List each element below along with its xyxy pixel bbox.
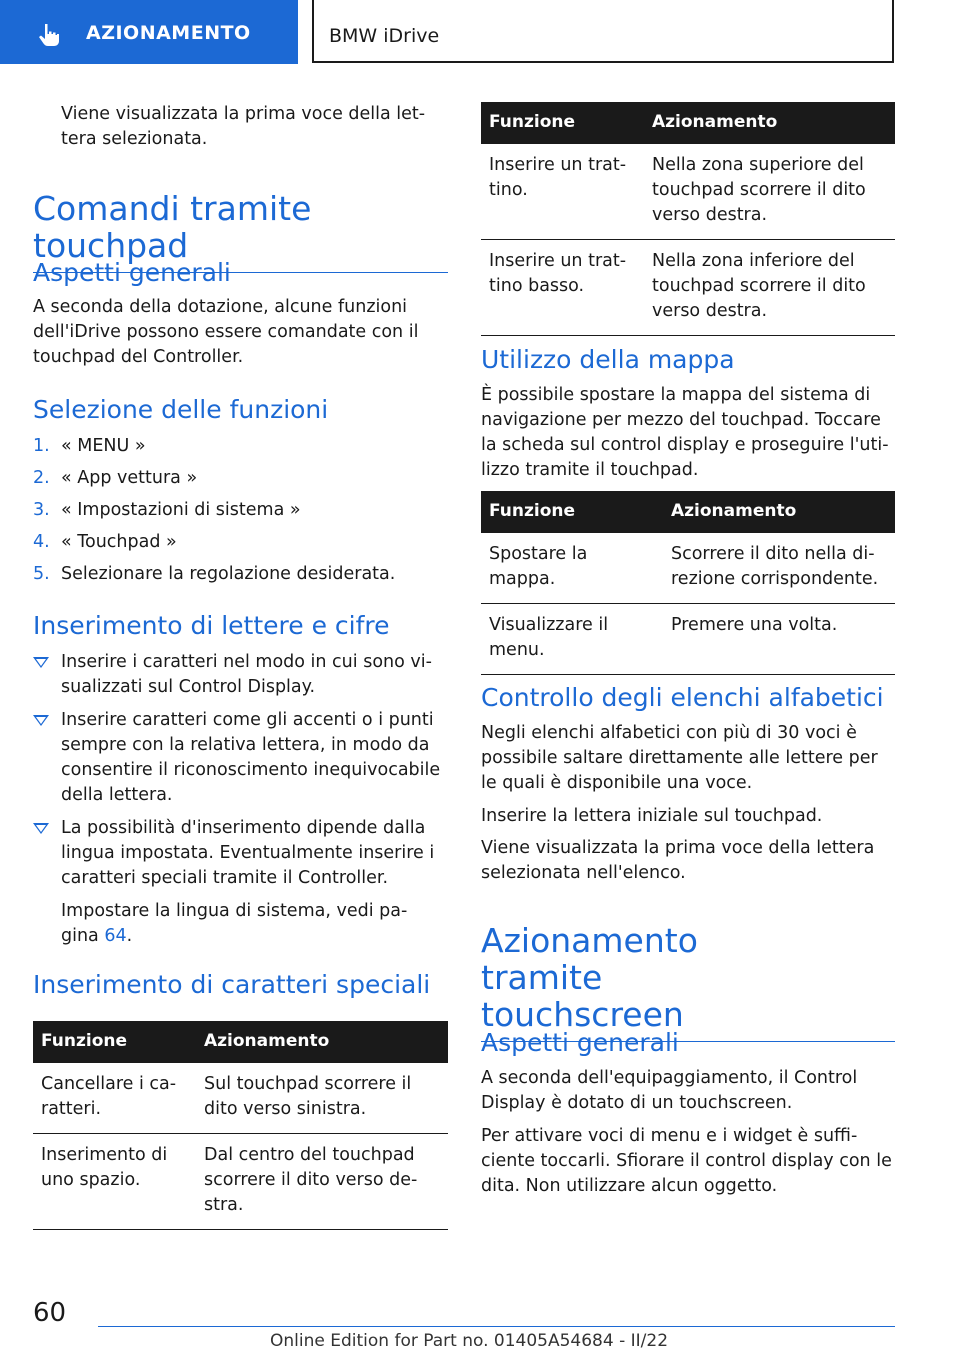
special-chars-table xyxy=(33,1021,448,1230)
step-text: « MENU » xyxy=(61,436,146,456)
table-row xyxy=(33,1134,448,1230)
bullet-text: Inserire caratteri come gli accenti o i punti sempre con la relativa lettera, in modo da consentire il riconoscimento inequivocabile della lettera. xyxy=(61,710,441,805)
table-row xyxy=(481,240,895,336)
heading-aspetti: Aspetti generali xyxy=(33,258,231,287)
table-cell: Nella zona inferiore del touchpad scorrere il dito verso destra. xyxy=(644,240,895,336)
footer-edition: Online Edition for Part no. 01405A54684 - II/22 xyxy=(270,1331,669,1351)
step-number: 4. xyxy=(33,532,50,552)
step-number: 5. xyxy=(33,564,50,584)
heading-touchpad-title: Comandi tramite touchpad xyxy=(33,189,312,265)
table-cell: Visualizzare il menu. xyxy=(481,604,663,675)
section-title: AZIONAMENTO xyxy=(86,22,251,44)
steps-list xyxy=(33,434,448,587)
step-number: 2. xyxy=(33,468,50,488)
language-note-text: Impostare la lingua di sistema, vedi pa- gina xyxy=(61,901,408,946)
step-number: 1. xyxy=(33,436,50,456)
chapter-title: BMW iDrive xyxy=(329,25,440,47)
table-cell: Premere una volta. xyxy=(663,604,895,675)
table-cell: Spostare la mappa. xyxy=(481,533,663,604)
mappa-text: È possibile spostare la mappa del sistema di navigazione per mezzo del touchpad. Toccare la scheda sul control display e proseguire l'uti- lizzo tramite il touchpad. xyxy=(481,385,889,480)
heading-touchscreen xyxy=(481,922,895,1042)
heading-mappa: Utilizzo della mappa xyxy=(481,345,735,374)
triangle-bullet-icon xyxy=(33,657,49,668)
list-item xyxy=(33,816,445,891)
heading-aspetti-touchscreen: Aspetti generali xyxy=(481,1028,679,1057)
table-cell: Inserire un trat- tino basso. xyxy=(481,240,644,336)
list-item xyxy=(33,562,448,587)
table-header: Funzione xyxy=(33,1021,196,1063)
heading-elenchi: Controllo degli elenchi alfabetici xyxy=(481,683,884,712)
page-link[interactable]: 64 xyxy=(104,926,127,946)
touchscreen-text: A seconda dell'equipaggiamento, il Control Display è dotato di un touchscreen. xyxy=(481,1068,858,1113)
table-row xyxy=(481,604,895,675)
triangle-bullet-icon xyxy=(33,823,49,834)
table-header: Funzione xyxy=(481,491,663,533)
bullet-list xyxy=(33,650,445,949)
table-cell: Inserimento di uno spazio. xyxy=(33,1134,196,1230)
elenchi-text-3: Viene visualizzata la prima voce della lettera selezionata nell'elenco. xyxy=(481,838,875,883)
language-note-end: . xyxy=(126,926,133,946)
elenchi-text-2: Inserire la lettera iniziale sul touchpad. xyxy=(481,806,823,826)
footer-rule xyxy=(98,1326,895,1327)
step-text: « Impostazioni di sistema » xyxy=(61,500,301,520)
page-number: 60 xyxy=(33,1298,67,1328)
list-item xyxy=(33,650,445,700)
table-header-row xyxy=(481,491,895,533)
elenchi-text: Negli elenchi alfabetici con più di 30 voci è possibile saltare direttamente alle lettere per le quali è disponibile una voce. xyxy=(481,723,878,793)
step-text: « Touchpad » xyxy=(61,532,177,552)
heading-speciali: Inserimento di caratteri speciali xyxy=(33,970,431,999)
table-cell: Inserire un trat- tino. xyxy=(481,144,644,240)
table-cell: Sul touchpad scorrere il dito verso sinistra. xyxy=(196,1063,448,1134)
list-item xyxy=(33,434,448,459)
table-row xyxy=(481,533,895,604)
list-item xyxy=(33,466,448,491)
table-header-row xyxy=(481,102,895,144)
aspetti-text: A seconda della dotazione, alcune funzioni dell'iDrive possono essere comandate con il touchpad del Controller. xyxy=(33,297,419,367)
list-item xyxy=(33,498,448,523)
heading-selezione: Selezione delle funzioni xyxy=(33,395,329,424)
table-cell: Cancellare i ca- ratteri. xyxy=(33,1063,196,1134)
table-header: Azionamento xyxy=(196,1021,448,1063)
table-header: Funzione xyxy=(481,102,644,144)
triangle-bullet-icon xyxy=(33,715,49,726)
dash-table xyxy=(481,102,895,336)
table-header: Azionamento xyxy=(663,491,895,533)
heading-inserimento: Inserimento di lettere e cifre xyxy=(33,611,390,640)
table-row xyxy=(33,1063,448,1134)
map-table xyxy=(481,491,895,675)
table-header: Azionamento xyxy=(644,102,895,144)
bullet-text: Inserire i caratteri nel modo in cui sono vi- sualizzati sul Control Display. xyxy=(61,652,432,697)
table-row xyxy=(481,144,895,240)
table-cell: Nella zona superiore del touchpad scorrere il dito verso destra. xyxy=(644,144,895,240)
language-note xyxy=(61,899,445,949)
table-cell: Scorrere il dito nella di- rezione corrispondente. xyxy=(663,533,895,604)
step-text: Selezionare la regolazione desiderata. xyxy=(61,564,396,584)
section-tab xyxy=(0,0,298,64)
heading-touchscreen-title: Azionamento tramite touchscreen xyxy=(481,921,698,1034)
table-header-row xyxy=(33,1021,448,1063)
intro-text: Viene visualizzata la prima voce della let- tera selezionata. xyxy=(61,104,426,149)
chapter-box xyxy=(312,0,894,63)
list-item xyxy=(33,530,448,555)
step-number: 3. xyxy=(33,500,50,520)
table-cell: Dal centro del touchpad scorrere il dito verso de- stra. xyxy=(196,1134,448,1230)
touchscreen-text-2: Per attivare voci di menu e i widget è suffi- ciente toccarli. Sfiorare il control display con le dita. Non utilizzare alcun oggetto. xyxy=(481,1126,892,1196)
bullet-text: La possibilità d'inserimento dipende dalla lingua impostata. Eventualmente inserire i caratteri speciali tramite il Controller. xyxy=(61,818,435,888)
step-text: « App vettura » xyxy=(61,468,198,488)
hand-pointer-icon xyxy=(36,22,62,48)
list-item xyxy=(33,708,445,808)
